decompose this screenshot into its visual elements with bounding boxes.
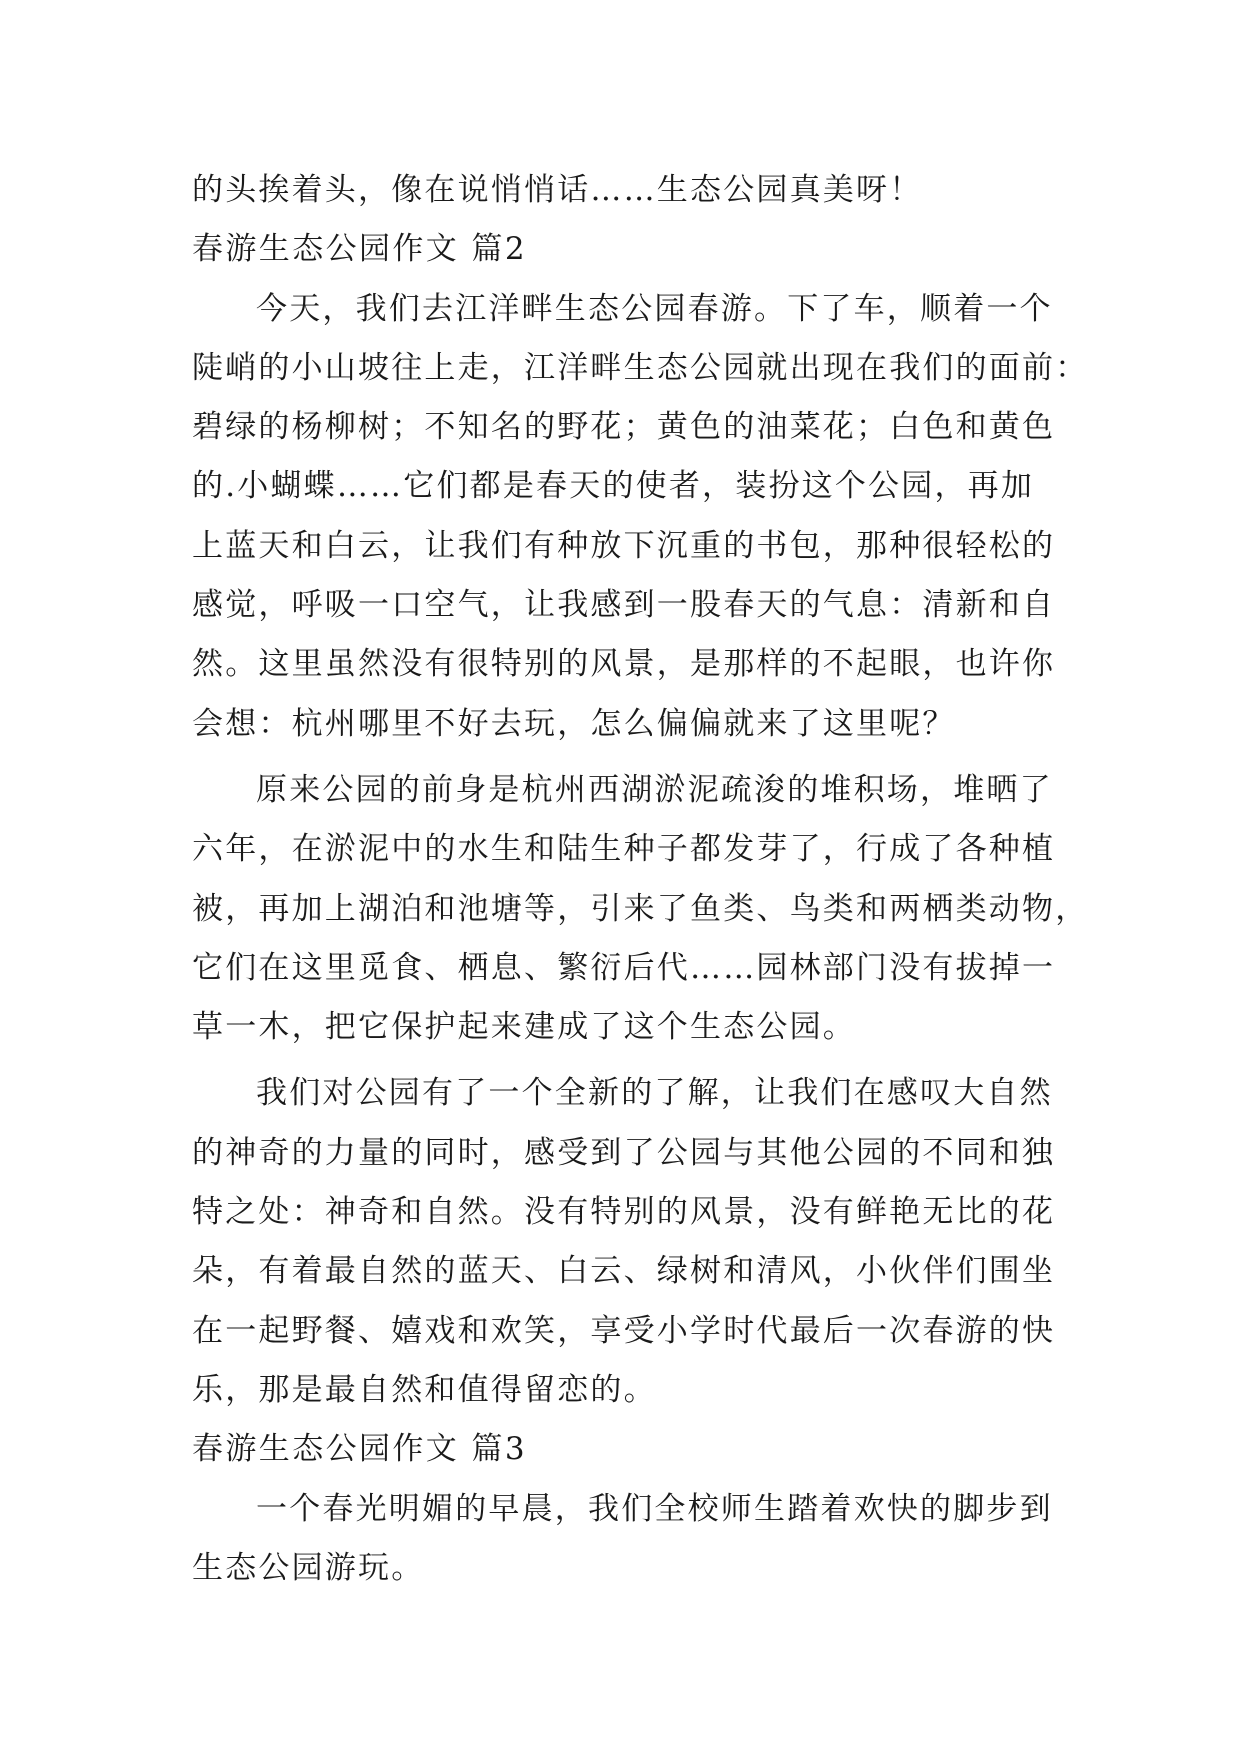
section-2-paragraph-2 <box>192 761 1089 1057</box>
carryover-line: 的头挨着头，像在说悄悄话……生态公园真美呀！ <box>192 172 923 208</box>
paragraph-line: 我们对公园有了一个全新的了解，让我们在感叹大自然 <box>256 1075 1053 1112</box>
section-3-title: 春游生态公园作文 篇3 <box>192 1431 527 1468</box>
section-2-paragraph-1 <box>192 280 1089 754</box>
paragraph-line: 陡峭的小山坡往上走，江洋畔生态公园就出现在我们的面前： <box>192 349 1089 386</box>
paragraph-line: 碧绿的杨柳树；不知名的野花；黄色的油菜花；白色和黄色 <box>192 409 1056 446</box>
document-page <box>192 161 1089 1598</box>
section-2-title: 春游生态公园作文 篇2 <box>192 231 527 268</box>
paragraph-line: 一个春光明媚的早晨，我们全校师生踏着欢快的脚步到 <box>256 1490 1053 1527</box>
paragraph-line: 原来公园的前身是杭州西湖淤泥疏浚的堆积场，堆晒了 <box>256 771 1053 808</box>
paragraph-line: 的.小蝴蝶……它们都是春天的使者，装扮这个公园，再加 <box>192 468 1035 505</box>
paragraph-line: 乐，那是最自然和值得留恋的。 <box>192 1371 657 1408</box>
paragraph-line: 上蓝天和白云，让我们有种放下沉重的书包，那种很轻松的 <box>192 527 1056 564</box>
paragraph-line: 感觉，呼吸一口空气，让我感到一股春天的气息：清新和自 <box>192 587 1056 624</box>
paragraph-line: 它们在这里觅食、栖息、繁衍后代……园林部门没有拔掉一 <box>192 949 1056 986</box>
paragraph-line: 会想：杭州哪里不好去玩，怎么偏偏就来了这里呢？ <box>192 705 956 742</box>
paragraph-line: 被，再加上湖泊和池塘等，引来了鱼类、鸟类和两栖类动物， <box>192 890 1089 927</box>
section-3-paragraph-1 <box>192 1480 1054 1599</box>
paragraph-line: 草一木，把它保护起来建成了这个生态公园。 <box>192 1009 856 1046</box>
paragraph-line: 在一起野餐、嬉戏和欢笑，享受小学时代最后一次春游的快 <box>192 1312 1056 1349</box>
paragraph-line: 六年，在淤泥中的水生和陆生种子都发芽了，行成了各种植 <box>192 831 1056 868</box>
section-2-paragraph-3 <box>192 1064 1054 1420</box>
paragraph-line: 然。这里虽然没有很特别的风景，是那样的不起眼，也许你 <box>192 646 1056 683</box>
paragraph-line: 生态公园游玩。 <box>192 1549 425 1586</box>
paragraph-line: 今天，我们去江洋畔生态公园春游。下了车，顺着一个 <box>256 290 1053 327</box>
paragraph-line: 特之处：神奇和自然。没有特别的风景，没有鲜艳无比的花 <box>192 1194 1056 1231</box>
paragraph-line: 朵，有着最自然的蓝天、白云、绿树和清风，小伙伴们围坐 <box>192 1253 1056 1290</box>
paragraph-line: 的神奇的力量的同时，感受到了公园与其他公园的不同和独 <box>192 1134 1056 1171</box>
